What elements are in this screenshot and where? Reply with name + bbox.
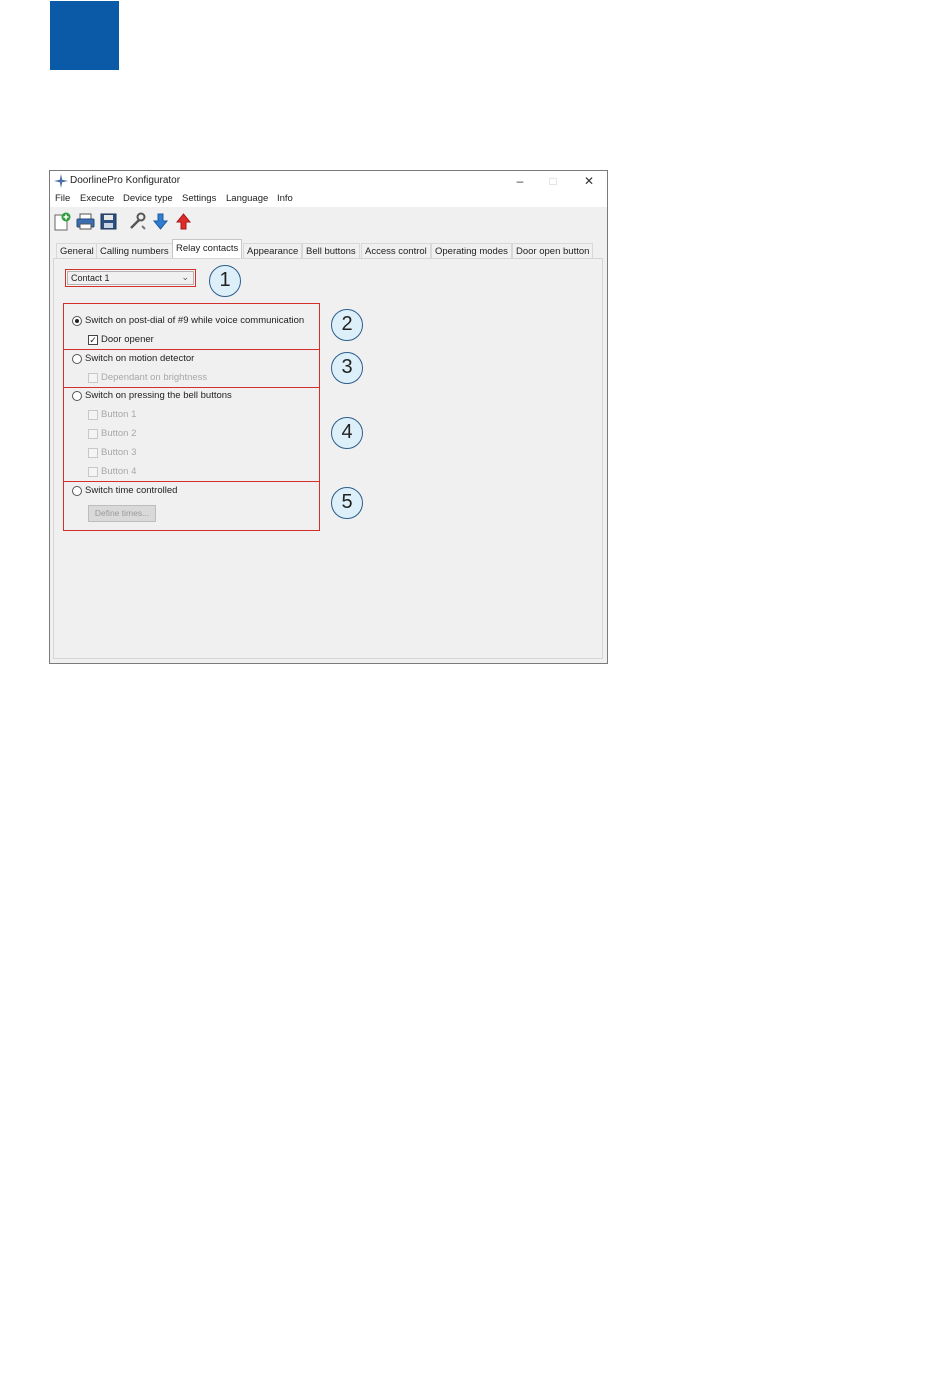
maximize-button[interactable]: □ [549, 174, 557, 188]
button-2-checkbox[interactable] [88, 429, 98, 439]
tab-appearance[interactable]: Appearance [243, 243, 302, 259]
menu-bar [50, 193, 607, 207]
window-title: DoorlinePro Konfigurator [70, 175, 181, 186]
toolbar [50, 207, 607, 235]
bell-buttons-label: Switch on pressing the bell buttons [85, 390, 232, 401]
menu-file[interactable]: File [55, 193, 71, 204]
callout-3: 3 [331, 352, 363, 384]
time-controlled-label: Switch time controlled [85, 485, 178, 496]
close-button[interactable]: ✕ [583, 174, 595, 188]
upload-icon[interactable] [174, 212, 193, 231]
tab-operating-modes[interactable]: Operating modes [431, 243, 512, 259]
tab-bell-buttons[interactable]: Bell buttons [302, 243, 360, 259]
motion-detector-radio[interactable] [72, 354, 82, 364]
menu-execute[interactable]: Execute [80, 193, 115, 204]
chevron-down-icon[interactable]: ⌄ [181, 272, 189, 282]
callout-5: 5 [331, 487, 363, 519]
brightness-checkbox[interactable] [88, 373, 98, 383]
button-1-label: Button 1 [101, 409, 137, 420]
menu-info[interactable]: Info [277, 193, 293, 204]
brightness-label: Dependant on brightness [101, 372, 208, 383]
tab-door-open-button[interactable]: Door open button [512, 243, 593, 259]
button-1-checkbox[interactable] [88, 410, 98, 420]
contact-select-value: Contact 1 [71, 273, 110, 283]
callout-1: 1 [209, 265, 241, 297]
download-icon[interactable] [151, 212, 170, 231]
contact-select[interactable] [65, 269, 196, 287]
time-controlled-radio[interactable] [72, 486, 82, 496]
tab-relay-contacts[interactable]: Relay contacts [172, 239, 242, 259]
motion-detector-label: Switch on motion detector [85, 353, 195, 364]
tab-access-control[interactable]: Access control [361, 243, 431, 259]
tab-general[interactable]: General [56, 243, 98, 259]
new-file-icon[interactable] [53, 212, 72, 231]
button-3-label: Button 3 [101, 447, 137, 458]
tools-icon[interactable] [128, 212, 147, 231]
menu-device-type[interactable]: Device type [123, 193, 173, 204]
menu-language[interactable]: Language [226, 193, 269, 204]
door-opener-label: Door opener [101, 334, 154, 345]
save-icon[interactable] [99, 212, 118, 231]
button-2-label: Button 2 [101, 428, 137, 439]
print-icon[interactable] [76, 212, 95, 231]
contact-select-field[interactable] [67, 271, 194, 285]
tab-strip [50, 237, 607, 259]
button-4-checkbox[interactable] [88, 467, 98, 477]
post-dial-label: Switch on post-dial of #9 while voice communication [85, 315, 305, 326]
window-bottom-edge [50, 659, 607, 663]
title-bar [50, 171, 607, 193]
door-opener-checkbox[interactable]: ✓ [89, 335, 97, 345]
tab-calling-numbers[interactable]: Calling numbers [96, 243, 173, 259]
brand-block [50, 1, 119, 70]
post-dial-radio[interactable] [72, 316, 82, 326]
button-3-checkbox[interactable] [88, 448, 98, 458]
bell-buttons-radio[interactable] [72, 391, 82, 401]
callout-4: 4 [331, 417, 363, 449]
callout-2: 2 [331, 309, 363, 341]
define-times-button[interactable]: Define times... [88, 505, 156, 522]
app-logo-icon [54, 174, 68, 188]
button-4-label: Button 4 [101, 466, 137, 477]
minimize-button[interactable]: – [516, 174, 524, 188]
menu-settings[interactable]: Settings [182, 193, 217, 204]
